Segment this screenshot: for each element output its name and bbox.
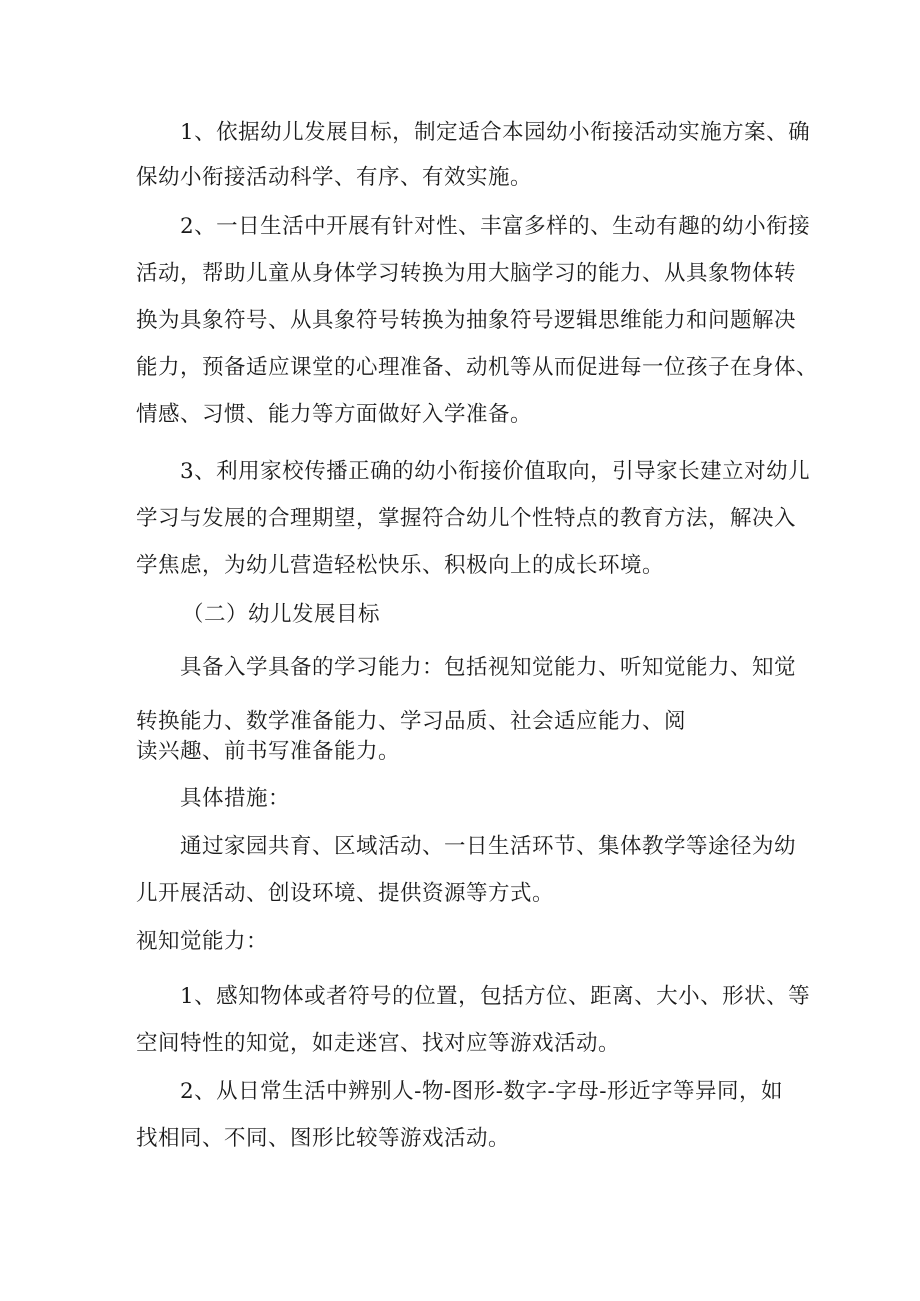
paragraph-2-line-3: 换为具象符号、从具象符号转换为抽象符号逻辑思维能力和问题解决: [136, 308, 797, 333]
paragraph-3-line-1: 3、利用家校传播正确的幼小衔接价值取向，引导家长建立对幼儿: [180, 459, 811, 484]
visual-item-1-line-2: 空间特性的知觉，如走迷宫、找对应等游戏活动。: [136, 1031, 621, 1056]
paragraph-2-line-1: 2、一日生活中开展有针对性、丰富多样的、生动有趣的幼小衔接: [180, 214, 811, 239]
paragraph-3-line-3: 学焦虑，为幼儿营造轻松快乐、积极向上的成长环境。: [136, 553, 665, 578]
goal-line-2: 转换能力、数学准备能力、学习品质、社会适应能力、阅: [136, 709, 687, 734]
paragraph-1-line-2: 保幼小衔接活动科学、有序、有效实施。: [136, 165, 533, 190]
paragraph-2-line-2: 活动，帮助儿童从身体学习转换为用大脑学习的能力、从具象物体转: [136, 261, 797, 286]
visual-perception-heading: 视知觉能力：: [136, 929, 269, 954]
measures-line-2: 儿开展活动、创设环境、提供资源等方式。: [136, 881, 555, 906]
goal-line-1: 具备入学具备的学习能力：包括视知觉能力、听知觉能力、知觉: [180, 655, 797, 680]
visual-item-2-line-1: 2、从日常生活中辨别人-物-图形-数字-字母-形近字等异同，如: [180, 1079, 784, 1104]
measures-heading: 具体措施：: [180, 786, 291, 811]
paragraph-2-line-4: 能力，预备适应课堂的心理准备、动机等从而促进每一位孩子在身体、: [136, 355, 819, 380]
visual-item-2-line-2: 找相同、不同、图形比较等游戏活动。: [136, 1126, 511, 1151]
goal-line-3: 读兴趣、前书写准备能力。: [136, 739, 401, 764]
paragraph-1-line-1: 1、依据幼儿发展目标，制定适合本园幼小衔接活动实施方案、确: [180, 120, 811, 145]
paragraph-2-line-5: 情感、习惯、能力等方面做好入学准备。: [136, 402, 533, 427]
measures-line-1: 通过家园共育、区域活动、一日生活环节、集体教学等途径为幼: [180, 834, 797, 859]
section-heading: （二）幼儿发展目标: [182, 602, 381, 627]
paragraph-3-line-2: 学习与发展的合理期望，掌握符合幼儿个性特点的教育方法，解决入: [136, 506, 797, 531]
visual-item-1-line-1: 1、感知物体或者符号的位置，包括方位、距离、大小、形状、等: [180, 984, 811, 1009]
